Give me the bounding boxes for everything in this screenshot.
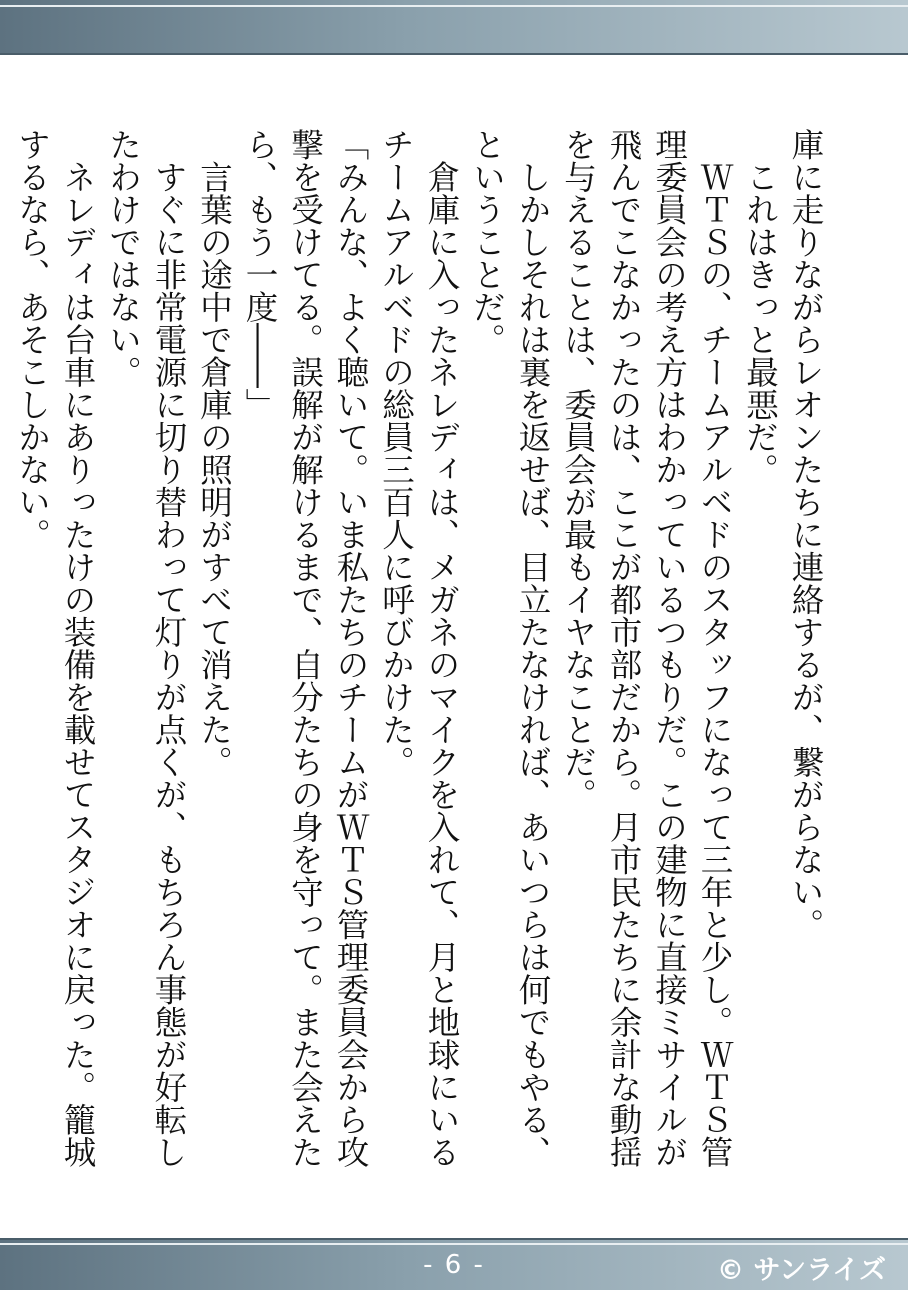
- header-band: [0, 0, 908, 55]
- body-text: [13, 128, 828, 1178]
- paragraph: 倉庫に入ったネレディは、メガネのマイクを入れて、月と地球にいるチームアルベドの総員三百人に呼びかけた。: [377, 128, 461, 1168]
- paragraph: 言葉の途中で倉庫の照明がすべて消えた。: [195, 128, 234, 778]
- paragraph: これはきっと最悪だ。: [741, 128, 780, 486]
- paragraph: すぐに非常電源に切り替わって灯りが点くが、もちろん事態が好転したわけではない。: [104, 128, 188, 1168]
- paragraph: 「みんな、よく聴いて。いま私たちのチームがＷＴＳ管理委員会から攻撃を受けてる。誤解が解けるまで、自分たちの身を守って。また会えたら、もう一度――」: [241, 128, 370, 1168]
- paragraph: 庫に走りながらレオンたちに連絡するが、繋がらない。: [787, 128, 825, 941]
- paragraph: しかしそれは裏を返せば、目立たなければ、あいつらは何でもやる、ということだ。: [468, 128, 552, 1168]
- paragraph: ネレディは台車にありったけの装備を載せてスタジオに戻った。籠城するなら、あそこしかない。: [13, 128, 97, 1168]
- page-number: - 6 -: [423, 1250, 485, 1280]
- paragraph: ＷＴＳの、チームアルベドのスタッフになって三年と少し。ＷＴＳ管理委員会の考え方はわかっているつもりだ。この建物に直接ミサイルが飛んでこなかったのは、ここが都市部だから。月市民たちに余計な動揺を与えることは、委員会が最もイヤなことだ。: [559, 128, 734, 1168]
- copyright-notice: © サンライズ: [717, 1255, 886, 1286]
